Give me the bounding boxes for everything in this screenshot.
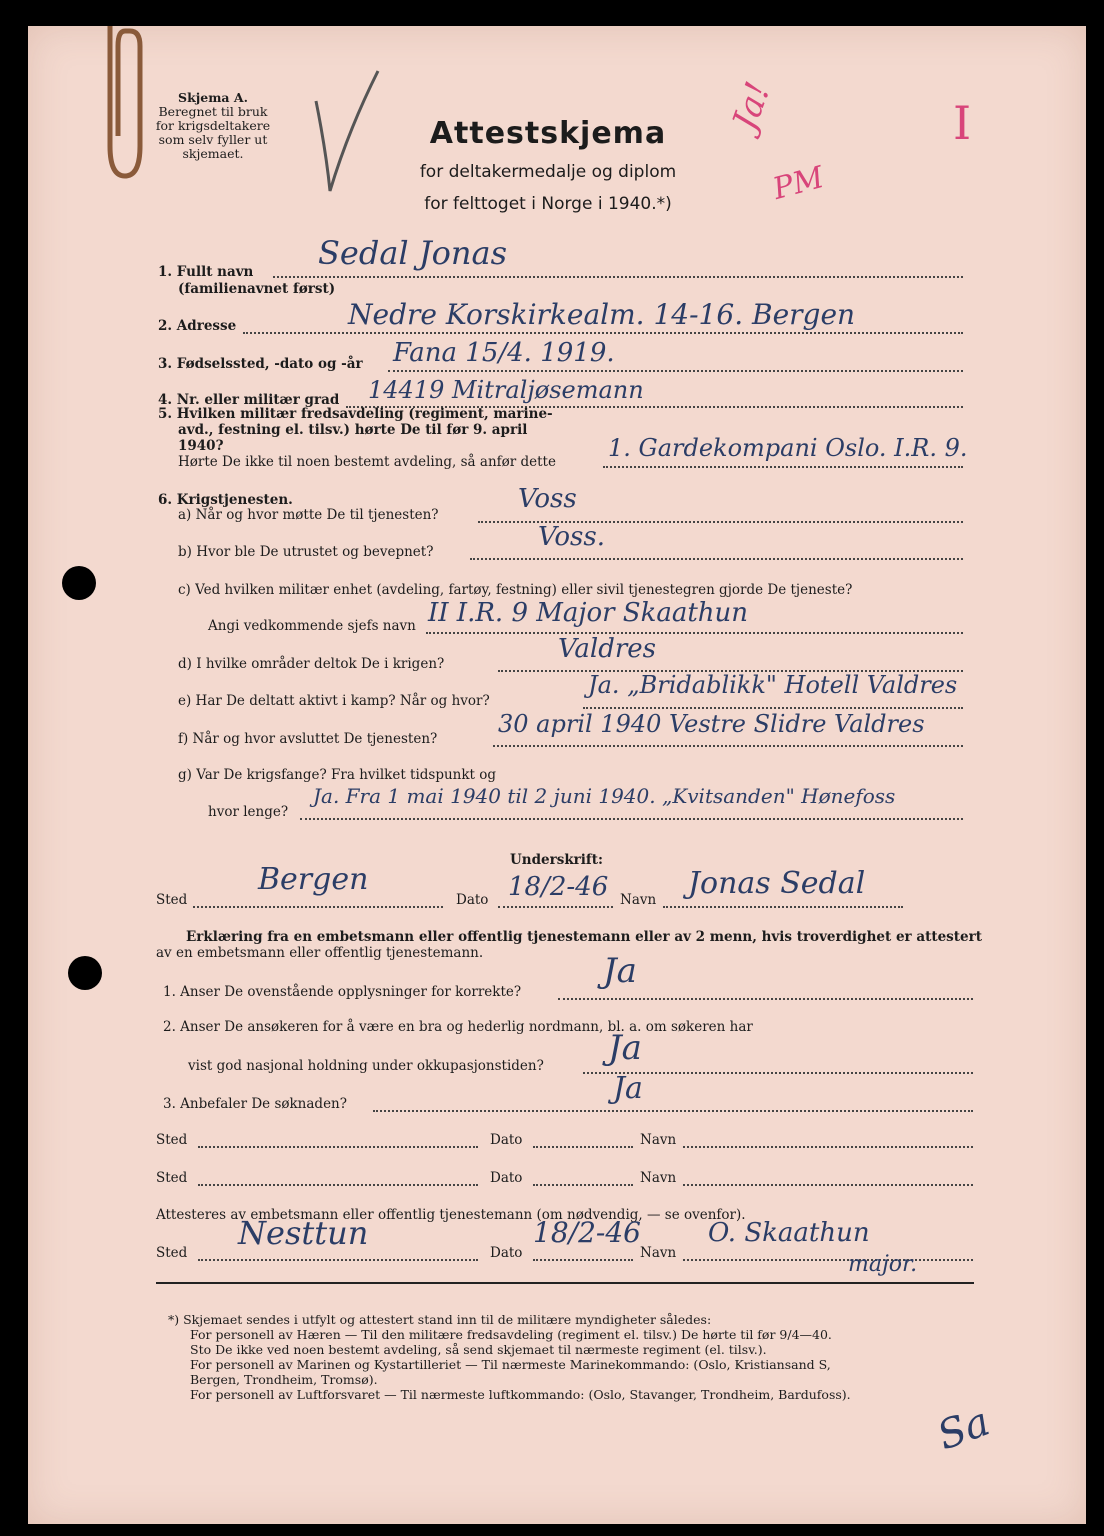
field-2-value[interactable]: Nedre Korskirkealm. 14-16. Bergen (348, 298, 856, 331)
dotted-line (683, 1259, 973, 1261)
question-3-value[interactable]: Ja (613, 1071, 643, 1106)
field-6b-label: b) Hvor ble De utrustet og bevepnet? (178, 544, 434, 560)
footnote-line: *) Skjemaet sendes i utfylt og attestert stand inn til de militære myndigheter således: (168, 1312, 712, 1327)
field-6e-label: e) Har De deltatt aktivt i kamp? Når og hvor? (178, 693, 490, 709)
navn-label: Navn (640, 1170, 677, 1186)
footnote-line: For personell av Hæren — Til den militære fredsavdeling (regiment el. tilsv.) De hørte til før 9/4—40. (190, 1327, 832, 1342)
field-4-value[interactable]: 14419 Mitraljøsemann (368, 376, 644, 404)
field-6c-value[interactable]: II I.R. 9 Major Skaathun (428, 598, 749, 628)
field-5-line: 5. Hvilken militær fredsavdeling (regiment, marine- (158, 406, 553, 422)
dotted-line (470, 558, 963, 560)
question-2-cont: vist god nasjonal holdning under okkupasjonstiden? (188, 1058, 544, 1074)
question-3: 3. Anbefaler De søknaden? (163, 1096, 347, 1112)
dotted-line (388, 370, 963, 372)
field-6-label: 6. Krigstjenesten. (158, 492, 293, 508)
navn-label: Navn (640, 1245, 677, 1261)
dotted-line (198, 1259, 478, 1261)
dotted-line (603, 466, 963, 468)
field-6g-sublabel: hvor lenge? (208, 804, 289, 820)
red-mark-roman: I (953, 96, 972, 150)
field-6f-value[interactable]: 30 april 1940 Vestre Slidre Valdres (498, 710, 925, 738)
field-1-sublabel: (familienavnet først) (178, 281, 336, 297)
question-2-value[interactable]: Ja (608, 1028, 642, 1068)
dato-value[interactable]: 18/2-46 (508, 872, 609, 902)
dotted-line (583, 707, 963, 709)
skjema-line: Beregnet til bruk (158, 104, 268, 119)
field-6g-value[interactable]: Ja. Fra 1 mai 1940 til 2 juni 1940. „Kvitsanden" Hønefoss (313, 784, 896, 808)
field-6d-value[interactable]: Valdres (558, 634, 657, 664)
attest-dato-value[interactable]: 18/2-46 (533, 1216, 641, 1249)
field-5-label (158, 406, 556, 470)
skjema-line: Skjema A. (178, 90, 248, 105)
navn-value[interactable]: Jonas Sedal (688, 866, 866, 901)
field-3-label: 3. Fødselssted, -dato og -år (158, 356, 363, 372)
dotted-line (533, 1146, 633, 1148)
attest-navn-value[interactable]: O. Skaathun (708, 1218, 870, 1248)
dotted-line (533, 1184, 633, 1186)
field-1-value[interactable]: Sedal Jonas (318, 234, 508, 272)
sted-label: Sted (156, 1170, 188, 1186)
sted-value[interactable]: Bergen (258, 862, 369, 897)
red-mark-pm: PM (769, 160, 828, 207)
dotted-line (493, 745, 963, 747)
footnote-line: For personell av Marinen og Kystartilleriet — Til nærmeste Marinekommando: (Oslo, Kristiansand S, (190, 1357, 831, 1372)
dotted-line (243, 332, 963, 334)
page-subtitle-2: for felttoget i Norge i 1940.*) (424, 194, 672, 214)
footnote (168, 1312, 851, 1402)
skjema-line: for krigsdeltakere (155, 118, 271, 133)
field-6a-value[interactable]: Voss (518, 484, 577, 514)
divider (156, 1282, 974, 1284)
field-6b-value[interactable]: Voss. (538, 522, 605, 552)
dotted-line (683, 1184, 973, 1186)
dotted-line (193, 906, 443, 908)
signature-heading: Underskrift: (510, 852, 603, 868)
field-1-label: 1. Fullt navn (158, 264, 254, 280)
field-6g-label: g) Var De krigsfange? Fra hvilket tidspunkt og (178, 767, 497, 783)
navn-label: Navn (640, 1132, 677, 1148)
declaration-line: av en embetsmann eller offentlig tjenestemann. (156, 945, 484, 961)
form-page (28, 26, 1086, 1524)
footnote-line: Sto De ikke ved noen bestemt avdeling, så send skjemaet til nærmeste regiment (el. tilsv.). (190, 1342, 767, 1357)
field-5-line: Hørte De ikke til noen bestemt avdeling, så anfør dette (178, 454, 556, 470)
dotted-line (426, 632, 963, 634)
sted-label: Sted (156, 1132, 188, 1148)
dato-label: Dato (456, 892, 489, 908)
dotted-line (683, 1146, 973, 1148)
skjema-label (138, 91, 288, 161)
field-6f-label: f) Når og hvor avsluttet De tjenesten? (178, 731, 438, 747)
field-5-value[interactable]: 1. Gardekompani Oslo. I.R. 9. (608, 434, 968, 462)
field-6c-label: c) Ved hvilken militær enhet (avdeling, fartøy, festning) eller sivil tjenestegren gjorde De tjeneste? (178, 582, 853, 598)
dotted-line (198, 1146, 478, 1148)
question-2: 2. Anser De ansøkeren for å være en bra og hederlig nordmann, bl. a. om søkeren har (163, 1019, 753, 1035)
declaration-line: Erklæring fra en embetsmann eller offentlig tjenestemann eller av 2 menn, hvis troverdighet er attestert (186, 929, 982, 945)
punch-hole-top (62, 566, 96, 600)
footnote-line: For personell av Luftforsvaret — Til nærmeste luftkommando: (Oslo, Stavanger, Trondheim, Bardufoss). (190, 1387, 851, 1402)
sted-label: Sted (156, 1245, 188, 1261)
attest-line: Attesteres av embetsmann eller offentlig tjenestemann (om nødvendig, — se ovenfor). (156, 1207, 746, 1223)
dotted-line (273, 276, 963, 278)
field-6d-label: d) I hvilke områder deltok De i krigen? (178, 656, 445, 672)
corner-handwritten-mark: Sa (931, 1398, 996, 1460)
question-1: 1. Anser De ovenstående opplysninger for korrekte? (163, 984, 522, 1000)
field-4-label: 4. Nr. eller militær grad (158, 392, 340, 408)
dotted-line (558, 998, 973, 1000)
dotted-line (663, 906, 903, 908)
dotted-line (373, 1110, 973, 1112)
skjema-line: som selv fyller ut (158, 132, 268, 147)
dotted-line (300, 818, 963, 820)
punch-hole-bottom (68, 956, 102, 990)
field-3-value[interactable]: Fana 15/4. 1919. (393, 338, 615, 368)
question-1-value[interactable]: Ja (603, 951, 637, 991)
field-5-line: 1940? (178, 438, 224, 454)
skjema-line: skjemaet. (182, 146, 244, 161)
attest-title-value[interactable]: major. (848, 1252, 918, 1277)
sted-label: Sted (156, 892, 188, 908)
dotted-line (198, 1184, 478, 1186)
footnote-line: Bergen, Trondheim, Tromsø). (190, 1372, 378, 1387)
declaration-intro (156, 929, 982, 961)
page-title: Attestskjema (429, 116, 667, 151)
dotted-line (498, 906, 613, 908)
dato-label: Dato (490, 1170, 523, 1186)
field-2-label: 2. Adresse (158, 318, 237, 334)
field-6c-sublabel: Angi vedkommende sjefs navn (208, 618, 416, 634)
dato-label: Dato (490, 1132, 523, 1148)
field-6e-value[interactable]: Ja. „Bridablikk" Hotell Valdres (588, 671, 958, 699)
dato-label: Dato (490, 1245, 523, 1261)
navn-label: Navn (620, 892, 657, 908)
field-5-line: avd., festning el. tilsv.) hørte De til før 9. april (178, 422, 528, 438)
attest-sted-value[interactable]: Nesttun (238, 1214, 369, 1252)
page-subtitle-1: for deltakermedalje og diplom (419, 162, 677, 182)
red-mark-ja: Ja! (724, 76, 779, 136)
dotted-line (533, 1259, 633, 1261)
field-6a-label: a) Når og hvor møtte De til tjenesten? (178, 507, 439, 523)
